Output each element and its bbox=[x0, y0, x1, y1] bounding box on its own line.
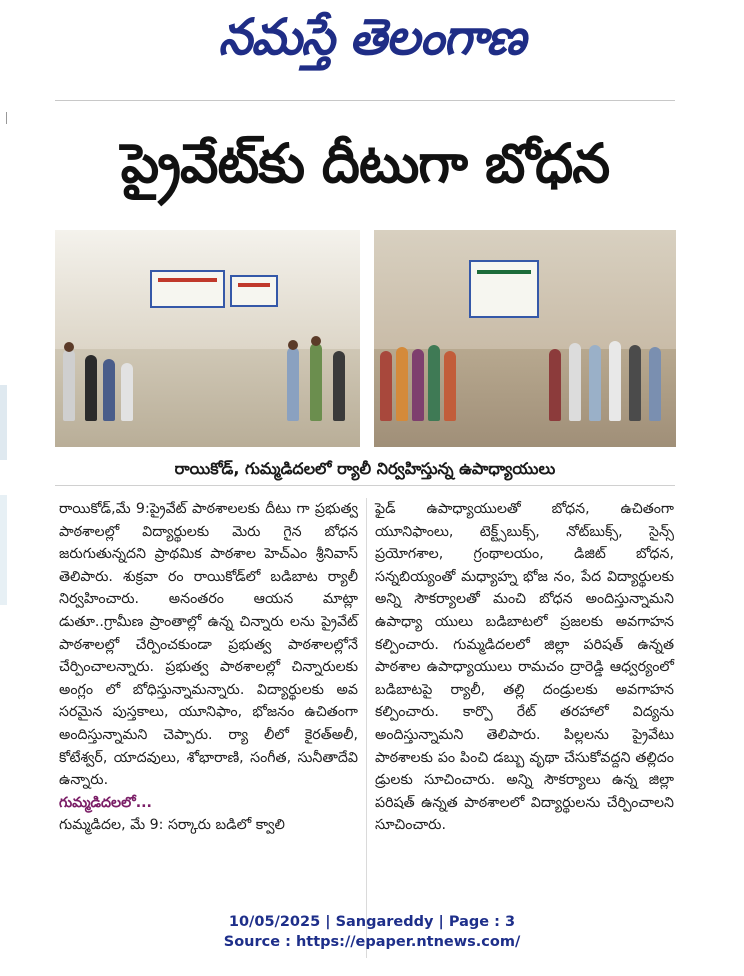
rally-banner bbox=[230, 275, 278, 307]
edge-rule bbox=[6, 112, 7, 124]
article-body-text: గుమ్మడిదల, మే 9: సర్కారు బడిలో క్వాలి bbox=[59, 817, 285, 834]
edge-fragment bbox=[0, 385, 7, 460]
photo-caption: రాయికోడ్‌, గుమ్మడిదలలో ర్యాలీ నిర్వహిస్తున్న ఉపాధ్యాయులు bbox=[55, 452, 675, 486]
column-divider bbox=[366, 498, 367, 958]
source-link[interactable]: Source : https://epaper.ntnews.com/ bbox=[223, 934, 521, 950]
edition-info: 10/05/2025 | Sangareddy | Page : 3 bbox=[228, 914, 516, 930]
article-subhead: గుమ్మడిదలలో... bbox=[59, 794, 152, 811]
rally-banner bbox=[150, 270, 225, 308]
page-footer bbox=[0, 912, 744, 952]
article-body-text: రాయికోడ్‌,మే 9:ప్రైవేట్ పాఠశాలలకు దీటు గా ప్రభుత్వ పాఠశాలల్లో విద్యార్థులకు మెరు గైన బోధన జరుగుతున్నదని ప్రాథమిక పాఠశాల హెచ్‌ఎం శ్రీనివాస్‌ తెలిపారు. శుక్రవా రం రాయికోడ్‌లో బడిబాట ర్యాలీ నిర్వహించారు. అనంతరం ఆయన మాట్లా డుతూ..గ్రామీణ ప్రాంతాల్లో ఉన్న చిన్నారు లను ప్రైవేట్ పాఠశాలల్లో చేర్పించకుండా ప్రభుత్వ పాఠశాలల్లోనే చేర్పించాలన్నారు. ప్రభుత్వ పాఠశాలల్లో చిన్నారులకు అంగ్లం లో బోధిస్తున్నామన్నారు. విద్యార్థులకు అవ సరమైన పుస్తకాలు, యూనిఫాం, భోజనం ఉచితంగా అందిస్తున్నామని చెప్పారు. ర్యా లీలో కైరత్‌అలీ, కోటేశ్వర్‌, యాదవులు, శోభారాణి, సంగీత, సునీతాదేవి ఉన్నారు. bbox=[59, 501, 358, 789]
article-column-right bbox=[375, 498, 674, 837]
headline: ప్రైవేట్‌కు దీటుగా బోధన bbox=[120, 132, 610, 195]
top-rule bbox=[55, 100, 675, 101]
newspaper-logo: నమస్తే తెలంగాణ bbox=[218, 7, 526, 66]
rally-photo-gummadidala bbox=[374, 230, 676, 447]
masthead bbox=[0, 2, 744, 72]
article-body-text: ఫైడ్ ఉపాధ్యాయులతో బోధన, ఉచితంగా యూనిఫాంలు, టెక్ట్స్‌బుక్స్‌, నోట్‌బుక్స్‌, సైన్స్ ప్రయోగశాల, గ్రంథాలయం, డిజిట్ బోధన, సన్నబియ్యంతో మధ్యాహ్న భోజ నం, పేద విద్యార్థులకు అన్ని సౌకర్యాలతో మంచి బోధన అందిస్తున్నామని ఉపాధ్యా యులు బడిబాటలో ప్రజలకు అవగాహన కల్పించారు. గుమ్మడిదలలో జిల్లా పరిషత్‌ ఉన్నత పాఠశాల ఉపాధ్యాయులు రామచం ద్రారెడ్డి ఆధ్వర్యంలో బడిబాటపై ర్యాలీ, తల్లి దండ్రులకు అవగాహన కల్పించారు. కార్పొ రేట్ తరహాలో విద్యను అందిస్తున్నామని తెలిపారు. పిల్లలను ప్రైవేటు పాఠశాలకు పం పించి డబ్బు వృథా చేసుకోవద్దని తల్లిదం డ్రులకు సూచించారు. అన్ని సౌకర్యాలు ఉన్న జిల్లా పరిషత్‌ ఉన్నత పాఠశాలలో విద్యార్థులను చేర్పించాలని సూచించారు. bbox=[375, 501, 674, 834]
edge-fragment bbox=[0, 495, 7, 605]
rally-photo-raikode bbox=[55, 230, 360, 447]
left-edge-strip bbox=[0, 100, 8, 870]
rally-banner bbox=[469, 260, 539, 318]
article-column-left bbox=[59, 498, 358, 837]
